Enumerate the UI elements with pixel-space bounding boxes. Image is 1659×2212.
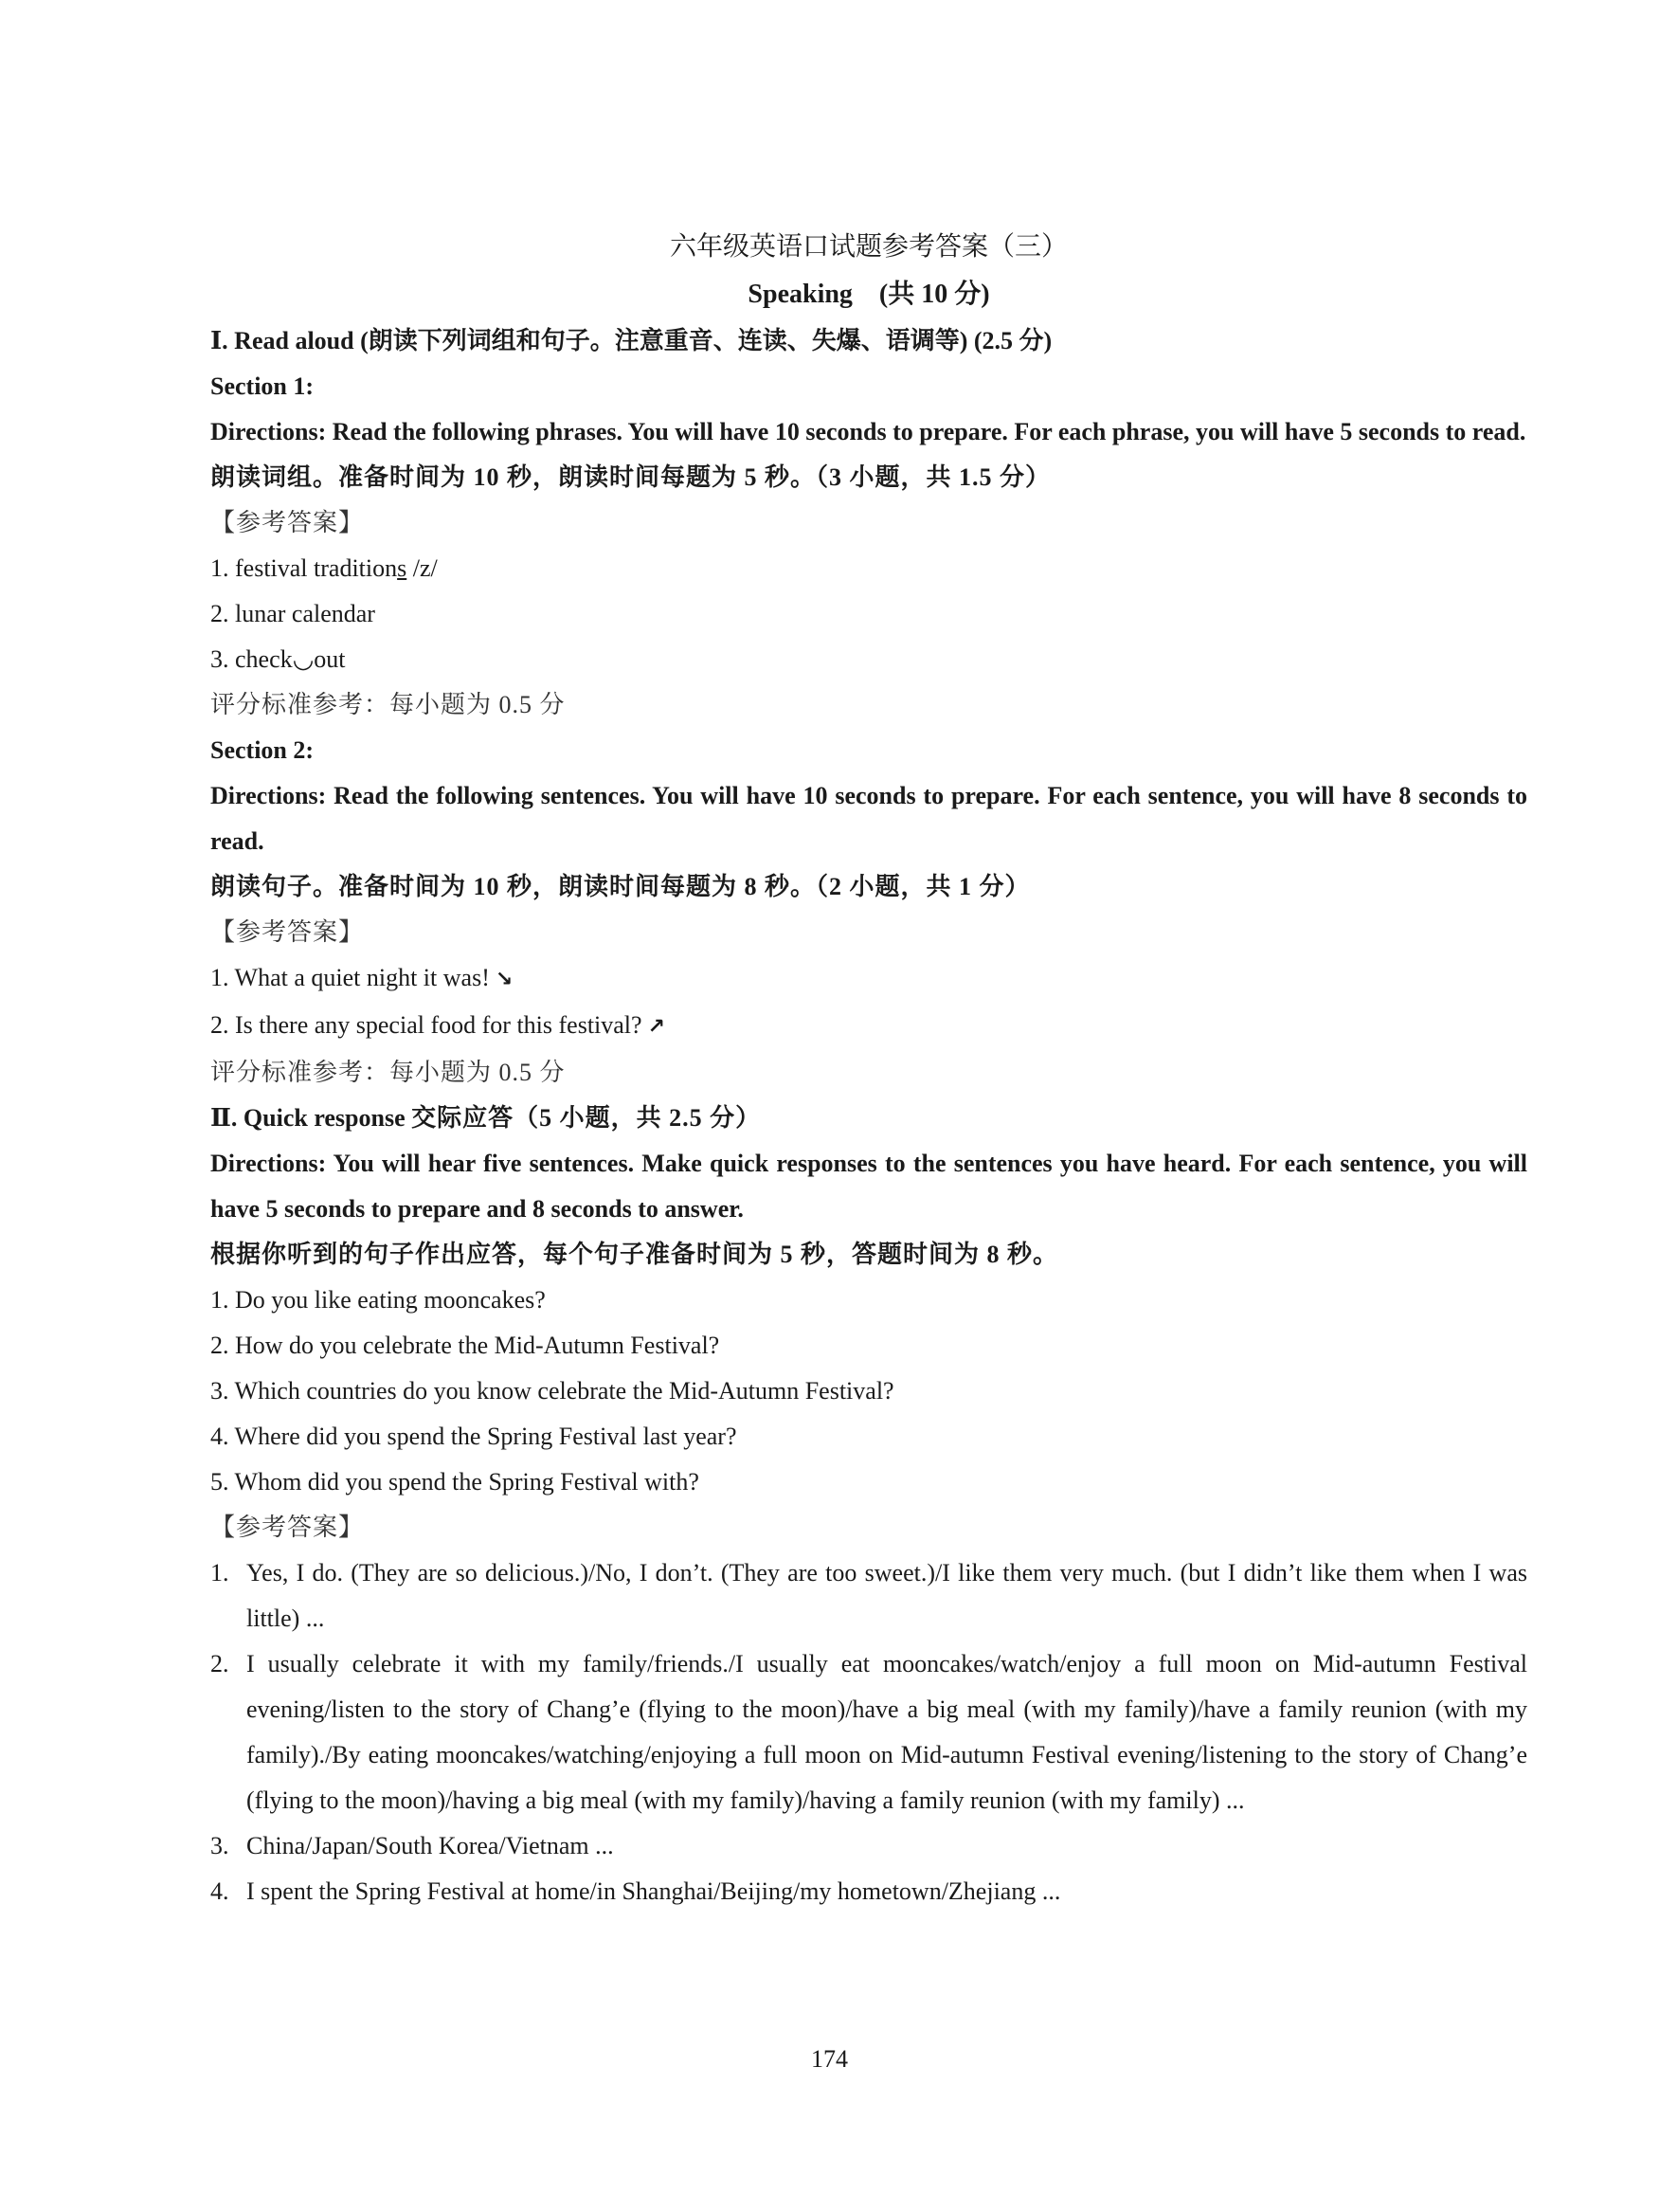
question-item: 2. How do you celebrate the Mid-Autumn Festival? xyxy=(210,1332,720,1359)
part2-cn-directions: 根据你听到的句子作出应答，每个句子准备时间为 5 秒，答题时间为 8 秒。 xyxy=(210,1241,1059,1268)
section2-reference-label: 【参考答案】 xyxy=(210,918,365,946)
section2-cn-directions: 朗读句子。准备时间为 10 秒，朗读时间每题为 8 秒。（2 小题，共 1 分） xyxy=(210,873,1031,900)
section1-reference-label: 【参考答案】 xyxy=(210,509,365,536)
item-number: 1. xyxy=(210,964,229,991)
answer-list xyxy=(210,1550,1527,1914)
section2-scoring: 评分标准参考：每小题为 0.5 分 xyxy=(210,1059,566,1086)
section1-scoring: 评分标准参考：每小题为 0.5 分 xyxy=(210,691,566,718)
answer-number: 2. xyxy=(210,1650,229,1677)
section2-label: Section 2: xyxy=(210,736,315,764)
item-marked-letter: s xyxy=(397,554,407,582)
answer-number: 3. xyxy=(210,1832,229,1859)
part2-heading-cn: 交际应答（5 小题，共 2.5 分） xyxy=(411,1104,762,1132)
section1-cn-directions: 朗读词组。准备时间为 10 秒，朗读时间每题为 5 秒。（3 小题，共 1.5 分） xyxy=(210,463,1052,491)
answer-item xyxy=(210,1550,1527,1641)
section1-directions: Directions: Read the following phrases. You will have 10 seconds to prepare. For each phrase, you will have 5 seconds to read. xyxy=(210,418,1526,445)
item-text: festival tradition xyxy=(235,554,398,582)
part2-reference-label: 【参考答案】 xyxy=(210,1514,365,1541)
item-text: What a quiet night it was! xyxy=(234,964,490,991)
answer-item xyxy=(210,1641,1527,1823)
answer-number: 4. xyxy=(210,1877,229,1905)
page-number: 174 xyxy=(811,2045,848,2073)
part1-heading: Ⅰ. Read aloud (朗读下列词组和句子。注意重音、连读、失爆、语调等) (2.5 分) xyxy=(210,327,1053,354)
item-number: 2. xyxy=(210,1011,229,1039)
section1-label: Section 1: xyxy=(210,372,315,400)
page-content xyxy=(210,224,1527,1914)
item-number: 3. xyxy=(210,645,229,673)
part2-heading xyxy=(210,1096,1527,1141)
answer-text: China/Japan/South Korea/Vietnam ... xyxy=(246,1832,614,1859)
page-subtitle: Speaking (共 10 分) xyxy=(748,280,990,309)
answer-text: Yes, I do. (They are so delicious.)/No, I don’t. (They are too sweet.)/I like them very much. (but I didn’t like them when I was little) ... xyxy=(246,1559,1527,1632)
section1-item xyxy=(210,591,1527,637)
answer-item xyxy=(210,1869,1527,1914)
item-number: 1. xyxy=(210,554,229,582)
answer-number: 1. xyxy=(210,1559,229,1586)
item-text: Is there any special food for this festival? xyxy=(235,1011,642,1039)
falling-intonation-icon: ↘ xyxy=(495,968,514,991)
part2-heading-en: Ⅱ. Quick response xyxy=(210,1104,406,1132)
part2-directions: Directions: You will hear five sentences. Make quick responses to the sentences you have heard. For each sentence, you will have 5 seconds to prepare and 8 seconds to answer. xyxy=(210,1150,1527,1223)
item-text: check◡out xyxy=(235,645,346,673)
question-item: 1. Do you like eating mooncakes? xyxy=(210,1286,546,1314)
answer-text: I spent the Spring Festival at home/in Shanghai/Beijing/my hometown/Zhejiang ... xyxy=(246,1877,1061,1905)
answer-text: I usually celebrate it with my family/friends./I usually eat mooncakes/watch/enjoy a full moon on Mid-autumn Festival evening/listen to the story of Chang’e (flying to the moon)/have a big meal (with my family)/have a family reunion (with my family)./By eating mooncakes/watching/enjoying a full moon on Mid-autumn Festival evening/listening to the story of Chang’e (flying to the moon)/having a big meal (with my family)/having a family reunion (with my family) ... xyxy=(246,1650,1527,1814)
answer-item xyxy=(210,1823,1527,1869)
question-item: 3. Which countries do you know celebrate the Mid-Autumn Festival? xyxy=(210,1377,894,1405)
section1-item xyxy=(210,637,1527,682)
section2-directions: Directions: Read the following sentences. You will have 10 seconds to prepare. For each sentence, you will have 8 seconds to read. xyxy=(210,782,1527,855)
section2-item xyxy=(210,955,1527,1003)
rising-intonation-icon: ↗ xyxy=(647,1015,666,1039)
section2-item xyxy=(210,1003,1527,1050)
page-title: 六年级英语口试题参考答案（三） xyxy=(669,232,1068,262)
item-text: lunar calendar xyxy=(235,600,375,627)
item-number: 2. xyxy=(210,600,229,627)
item-phonetic: /z/ xyxy=(406,554,438,582)
section1-item xyxy=(210,546,1527,591)
question-item: 4. Where did you spend the Spring Festival last year? xyxy=(210,1423,737,1450)
question-item: 5. Whom did you spend the Spring Festival with? xyxy=(210,1468,699,1496)
